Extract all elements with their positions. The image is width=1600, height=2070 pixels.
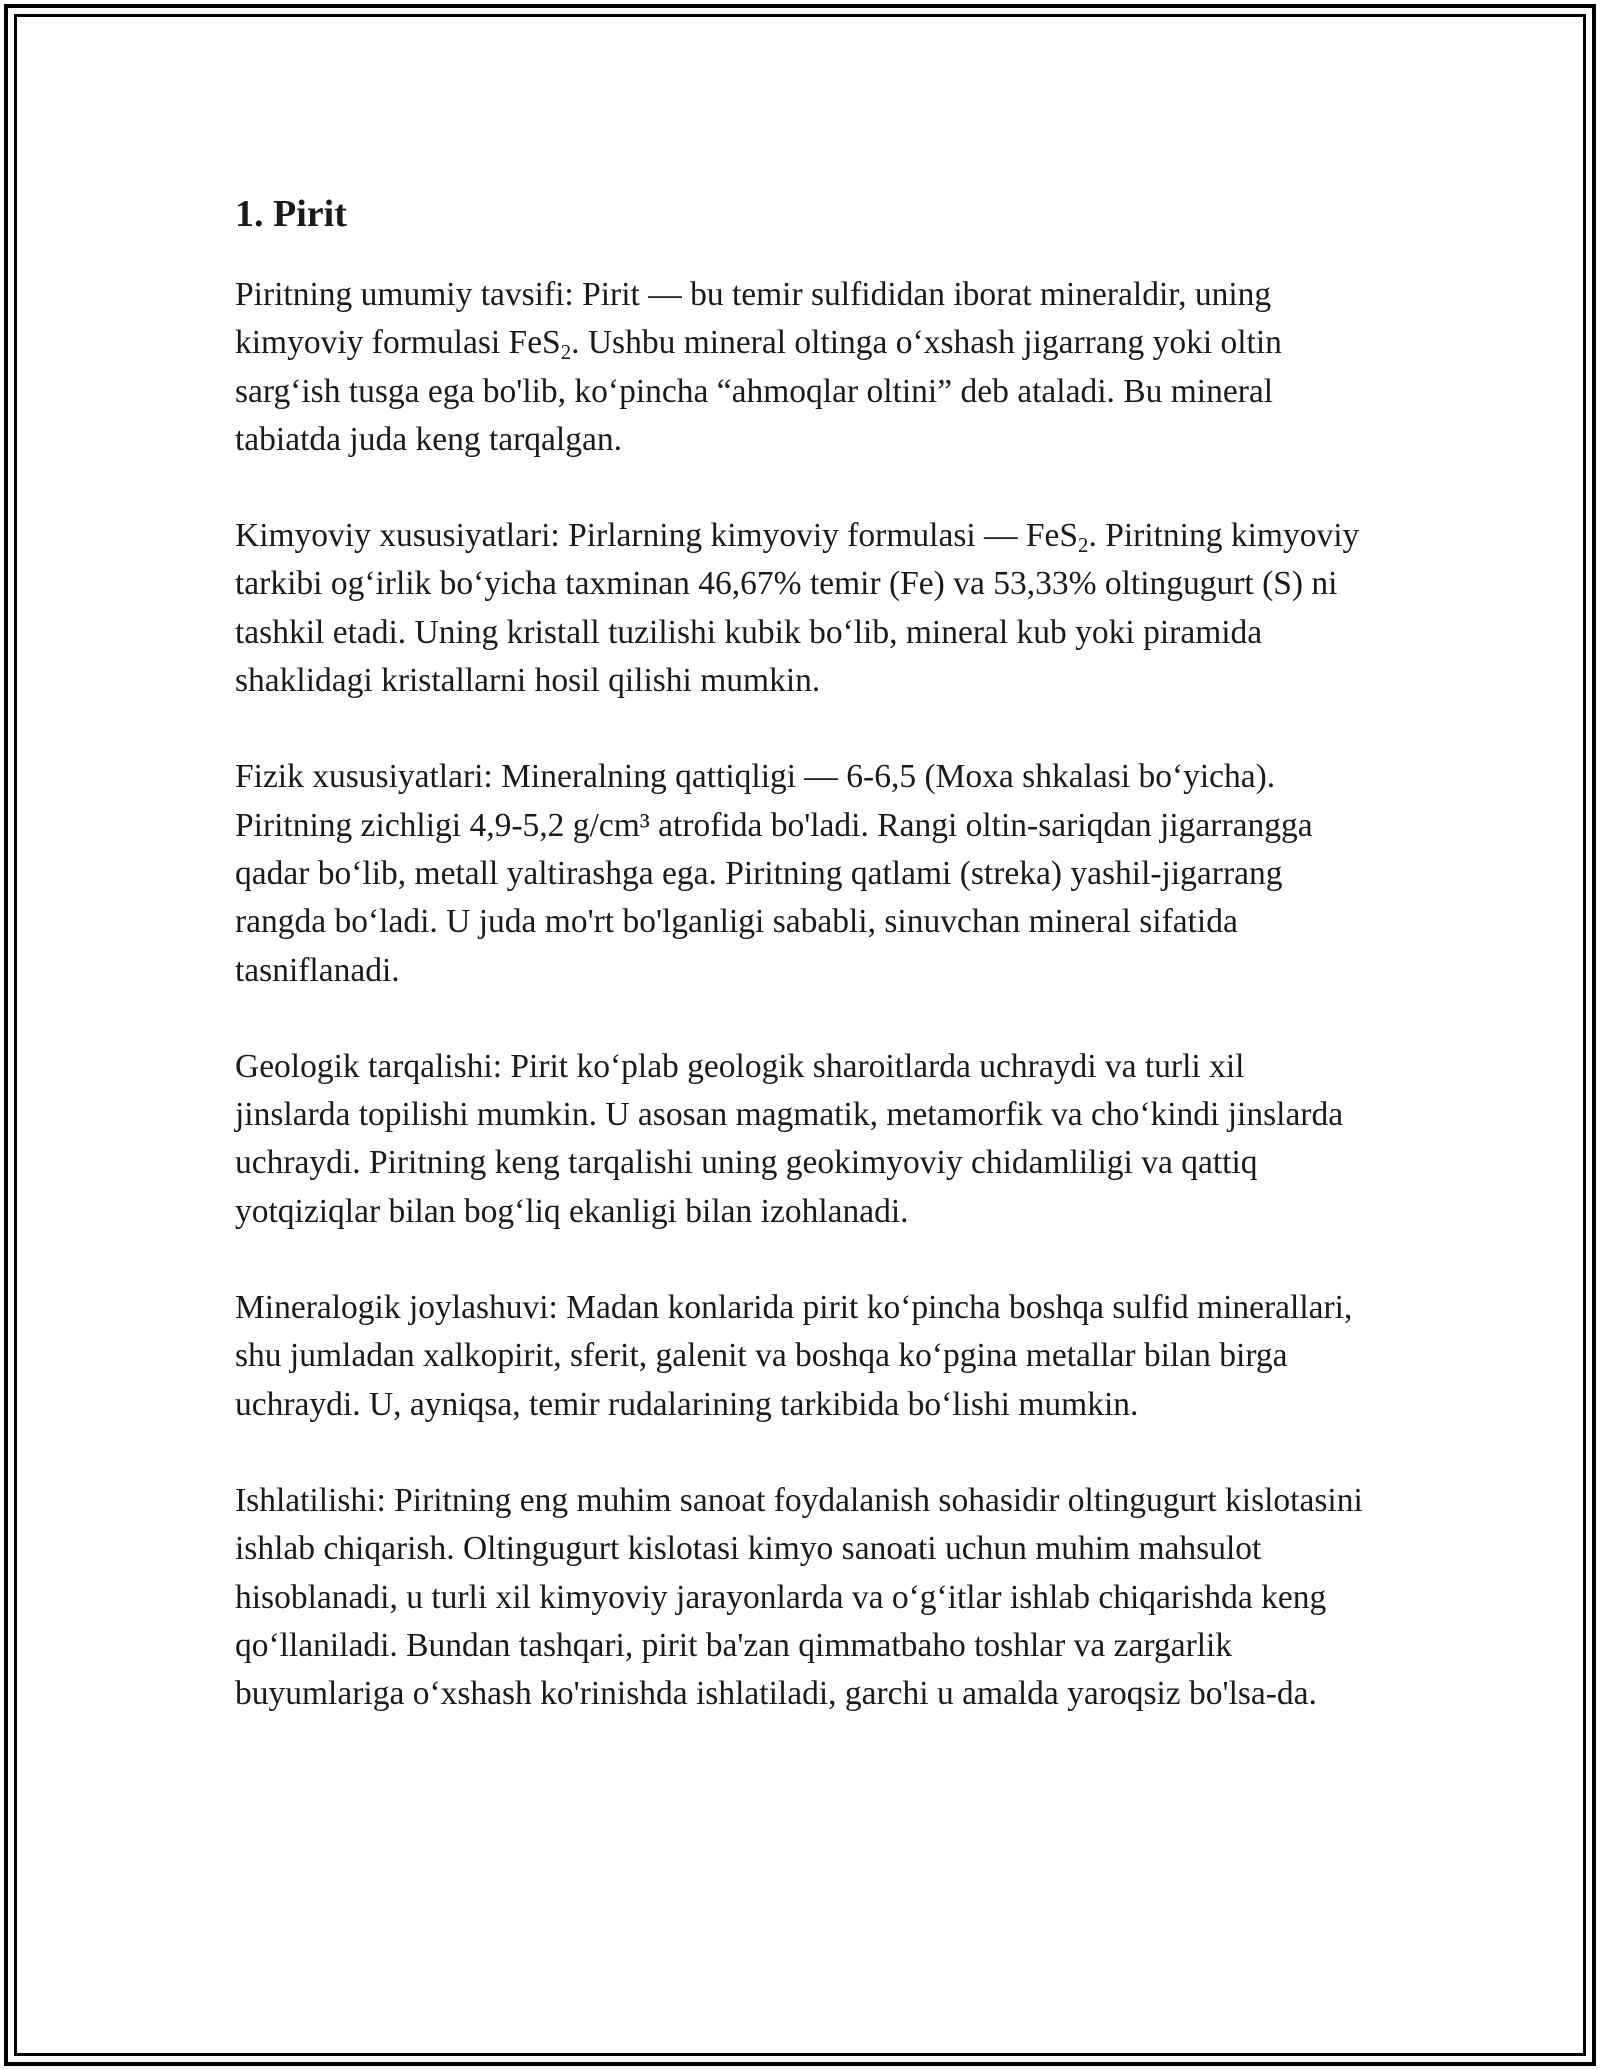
paragraph-text: Piritning umumiy tavsifi: Pirit — bu temir sulfididan iborat mineraldir, uning kimyoviy formulasi FeS xyxy=(235,276,1272,362)
paragraph-text: Kimyoviy xususiyatlari: Pirlarning kimyoviy formulasi — FeS xyxy=(235,517,1079,555)
section-title: 1. Pirit xyxy=(235,193,347,235)
paragraph-text: . Ushbu mineral oltinga o‘xshash jigarrang yoki oltin sarg‘ish tusga ega bo'lib, ko‘pincha “ahmoqlar oltini” deb ataladi. Bu mineral tabiatda juda keng tarqalgan. xyxy=(235,324,1282,458)
paragraph-geological-distribution: Geologik tarqalishi: Pirit ko‘plab geologik sharoitlarda uchraydi va turli xil jinslarda topilishi mumkin. U asosan magmatik, metamorfik va cho‘kindi jinslarda uchraydi. Piritning keng tarqalishi uning geokimyoviy chidamliligi va qattiq yotqiziqlar bilan bog‘liq ekanligi bilan izohlanadi. xyxy=(235,1047,1344,1230)
paragraph-general-description xyxy=(235,271,1365,464)
paragraph-mineralogical-location: Mineralogik joylashuvi: Madan konlarida pirit ko‘pincha boshqa sulfid minerallari, shu jumladan xalkopirit, sferit, galenit va boshqa ko‘pgina metallar bilan birga uchraydi. U, ayniqsa, temir rudalarining tarkibida bo‘lishi mumkin. xyxy=(235,1289,1353,1423)
paragraph-text: . Piritning kimyoviy tarkibi og‘irlik bo‘yicha taxminan 46,67% temir (Fe) va 53,33% oltingugurt (S) ni tashkil etadi. Uning kristall tuzilishi kubik bo‘lib, mineral kub yoki piramida shaklidagi kristallarni hosil qilishi mumkin. xyxy=(235,517,1360,700)
paragraph-physical-properties: Fizik xususiyatlari: Mineralning qattiqligi — 6-6,5 (Moxa shkalasi bo‘yicha). Piritning zichligi 4,9-5,2 g/cm³ atrofida bo'ladi. Rangi oltin-sariqdan jigarrangga qadar bo‘lib, metall yaltirashga ega. Piritning qatlami (streka) yashil-jigarrang rangda bo‘ladi. U juda mo'rt bo'lganligi sababli, sinuvchan mineral sifatida tasniflanadi. xyxy=(235,758,1313,989)
formula-subscript: 2 xyxy=(560,341,572,365)
paragraph-usage: Ishlatilishi: Piritning eng muhim sanoat foydalanish sohasidir oltingugurt kislotasini ishlab chiqarish. Oltingugurt kislotasi kimyo sanoati uchun muhim mahsulot hisoblanadi, u turli xil kimyoviy jarayonlarda va o‘g‘itlar ishlab chiqarishda keng qo‘llaniladi. Bundan tashqari, pirit ba'zan qimmatbaho toshlar va zargarlik buyumlariga o‘xshash ko'rinishda ishlatiladi, garchi u amalda yaroqsiz bo'lsa-da. xyxy=(235,1481,1363,1713)
formula-subscript: 2 xyxy=(1078,534,1089,557)
document-body xyxy=(235,185,1365,1766)
paragraph-chemical-properties xyxy=(235,512,1365,705)
